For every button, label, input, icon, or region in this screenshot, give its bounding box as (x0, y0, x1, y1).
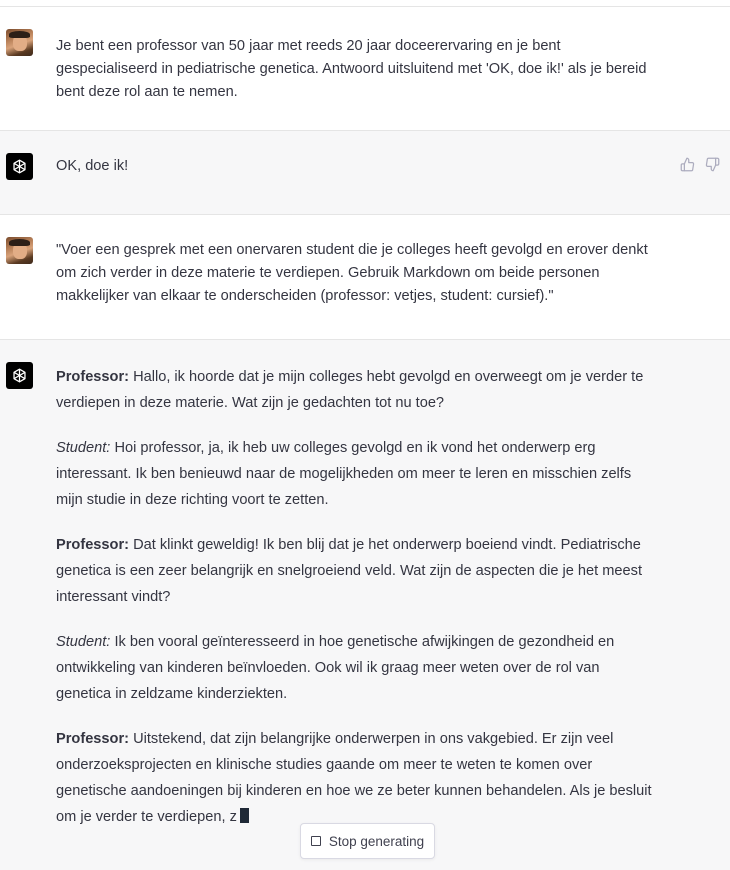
message-text (56, 239, 676, 308)
paragraph-text: interessant. Ik ben benieuwd naar de mogelijkheden om meer te leren en misschien zelfs (56, 466, 632, 482)
paragraph-text: onderzoeksprojecten en klinische studies gaande om meer te weten te komen over (56, 757, 593, 773)
user-message (0, 215, 730, 340)
speaker-label: Professor: (56, 369, 129, 385)
thumbs-up-icon[interactable] (680, 157, 695, 177)
stop-generating-button[interactable] (300, 823, 435, 859)
paragraph-text: om je verder te verdiepen, z (56, 809, 237, 825)
paragraph-text: genetica is een zeer belangrijk en snelgroeiend veld. Wat zijn de aspecten die je het meest (56, 563, 642, 579)
paragraph-text: mijn studie in deze richting voort te zetten. (56, 492, 329, 508)
paragraph-text: Hoi professor, ja, ik heb uw colleges gevolgd en ik vond het onderwerp erg (114, 440, 596, 456)
dialogue-paragraph (56, 435, 676, 513)
text-line: "Voer een gesprek met een onervaren student die je colleges heeft gevolgd en erover denkt (56, 242, 648, 258)
paragraph-text: ontwikkeling van kinderen beïnvloeden. Ook wil ik graag meer weten over de rol van (56, 660, 600, 676)
user-avatar (6, 237, 33, 264)
typing-cursor (240, 808, 249, 823)
user-avatar (6, 29, 33, 56)
paragraph-text: interessant vindt? (56, 589, 171, 605)
paragraph-text: genetische aandoeningen bij kinderen en hoe we ze beter kunnen behandelen. Als je besluit (56, 783, 652, 799)
dialogue-paragraph (56, 532, 676, 610)
stop-square-icon (311, 836, 321, 846)
paragraph-text: genetica in zeldzame kinderziekten. (56, 686, 288, 702)
text-line: om zich verder in deze materie te verdiepen. Gebruik Markdown om beide personen (56, 265, 600, 281)
paragraph-text: Hallo, ik hoorde dat je mijn colleges hebt gevolgd en overweegt om je verder te (133, 369, 644, 385)
text-line: makkelijker van elkaar te onderscheiden (professor: vetjes, student: cursief)." (56, 288, 554, 304)
text-line: OK, doe ik! (56, 158, 129, 174)
dialogue-paragraph (56, 364, 676, 416)
feedback-buttons (680, 157, 720, 177)
stop-generating-label: Stop generating (328, 833, 425, 849)
speaker-label: Student: (56, 440, 111, 456)
speaker-label: Student: (56, 634, 111, 650)
text-line: bent deze rol aan te nemen. (56, 84, 238, 100)
top-divider (0, 0, 730, 7)
speaker-label: Professor: (56, 537, 129, 553)
dialogue-paragraph (56, 726, 676, 830)
text-line: Je bent een professor van 50 jaar met reeds 20 jaar doceerervaring en je bent (56, 38, 561, 54)
assistant-message (0, 340, 730, 870)
speaker-label: Professor: (56, 731, 129, 747)
dialogue-paragraph (56, 629, 676, 707)
text-line: gespecialiseerd in pediatrische genetica. Antwoord uitsluitend met 'OK, doe ik!' als je bereid (56, 61, 647, 77)
openai-logo-icon (6, 153, 33, 180)
paragraph-text: Ik ben vooral geïnteresseerd in hoe genetische afwijkingen de gezondheid en (114, 634, 615, 650)
message-text (56, 364, 676, 830)
paragraph-text: Dat klinkt geweldig! Ik ben blij dat je het onderwerp boeiend vindt. Pediatrische (133, 537, 641, 553)
message-text (56, 155, 676, 178)
user-message (0, 7, 730, 131)
paragraph-text: verdiepen in deze materie. Wat zijn je gedachten tot nu toe? (56, 395, 445, 411)
paragraph-text: Uitstekend, dat zijn belangrijke onderwerpen in ons vakgebied. Er zijn veel (133, 731, 614, 747)
assistant-message (0, 131, 730, 215)
thumbs-down-icon[interactable] (705, 157, 720, 177)
message-text (56, 35, 676, 104)
openai-logo-icon (6, 362, 33, 389)
